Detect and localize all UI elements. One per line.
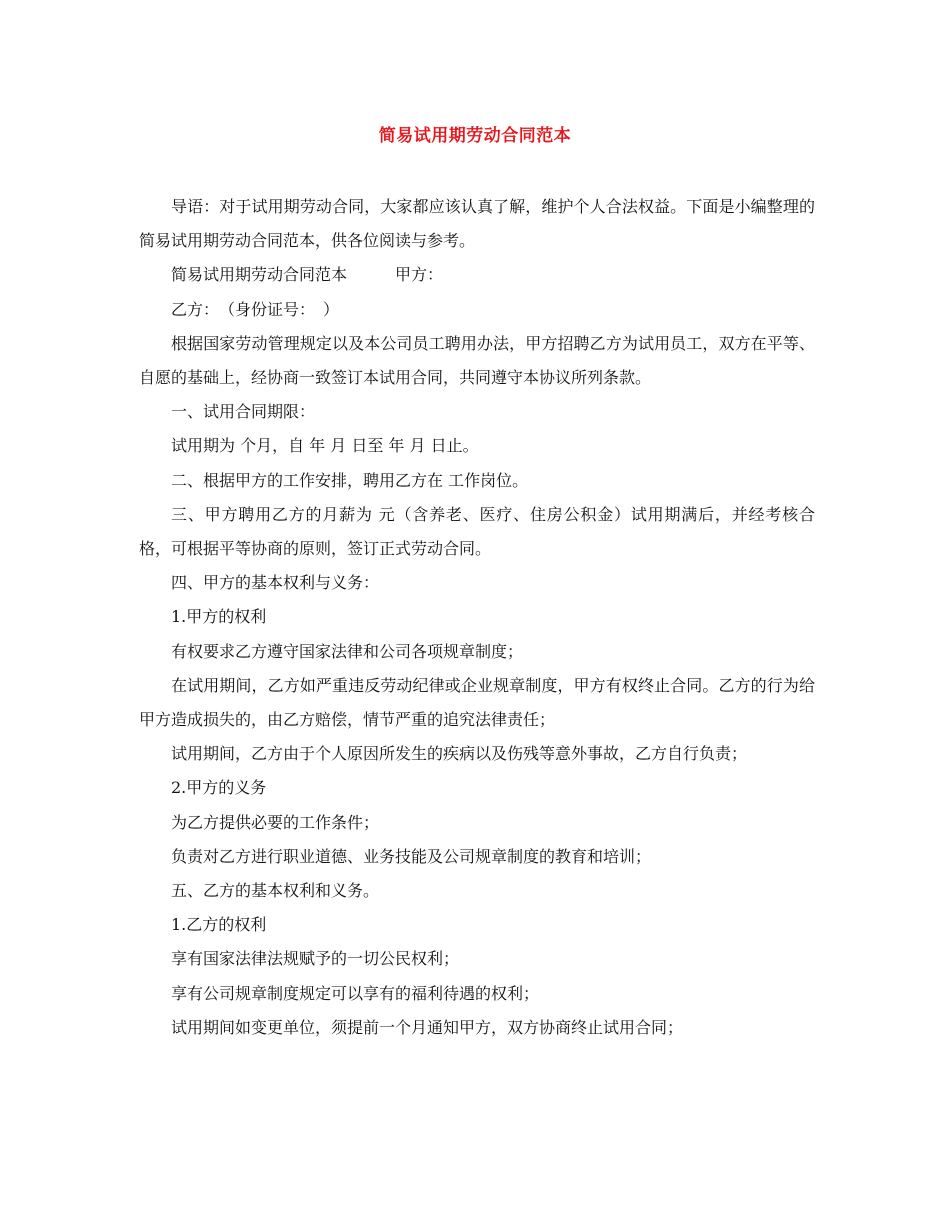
party-a-duty-item: 为乙方提供必要的工作条件； — [171, 812, 380, 832]
contract-heading-line — [139, 258, 815, 292]
party-b-rights-heading: 1.乙方的权利 — [171, 915, 267, 935]
party-a-duty-item: 负责对乙方进行职业道德、业务技能及公司规章制度的教育和培训； — [171, 846, 652, 866]
section-3-paragraph: 三、甲方聘用乙方的月薪为 元（含养老、医疗、住房公积金）试用期满后，并经考核合格，可根据平等协商的原则，签订正式劳动合同。 — [139, 504, 815, 559]
preamble-paragraph: 根据国家劳动管理规定以及本公司员工聘用办法，甲方招聘乙方为试用员工，双方在平等、自愿的基础上，经协商一致签订本试用合同，共同遵守本协议所列条款。 — [139, 333, 815, 388]
document-title: 简易试用期劳动合同范本 — [378, 126, 572, 146]
party-a-duties-heading: 2.甲方的义务 — [171, 778, 267, 798]
party-a-rights-heading: 1.甲方的权利 — [171, 607, 267, 627]
party-a-label: 甲方： — [395, 265, 444, 285]
party-a-right-item: 有权要求乙方遵守国家法律和公司各项规章制度； — [171, 641, 524, 661]
intro-paragraph: 导语：对于试用期劳动合同，大家都应该认真了解，维护个人合法权益。下面是小编整理的简易试用期劳动合同范本，供各位阅读与参考。 — [139, 197, 815, 251]
party-b-right-item: 试用期间如变更单位，须提前一个月通知甲方，双方协商终止试用合同； — [171, 1017, 684, 1037]
party-b-line: 乙方： （身份证号： ） — [171, 299, 340, 319]
section-1-heading: 一、试用合同期限： — [171, 402, 316, 422]
section-4-heading: 四、甲方的基本权利与义务： — [171, 573, 380, 593]
party-b-right-item: 享有国家法律法规赋予的一切公民权利； — [171, 949, 460, 969]
section-5-heading: 五、乙方的基本权利和义务。 — [171, 881, 380, 901]
contract-name: 简易试用期劳动合同范本 — [171, 265, 348, 285]
party-b-right-item: 享有公司规章制度规定可以享有的福利待遇的权利； — [171, 983, 540, 1003]
party-a-right-item: 在试用期间，乙方如严重违反劳动纪律或企业规章制度，甲方有权终止合同。乙方的行为给甲方造成损失的，由乙方赔偿，情节严重的追究法律责任； — [139, 675, 815, 730]
party-a-right-item: 试用期间，乙方由于个人原因所发生的疾病以及伤残等意外事故，乙方自行负责； — [171, 744, 748, 764]
section-2-paragraph: 二、根据甲方的工作安排，聘用乙方在 工作岗位。 — [171, 470, 529, 490]
document-body — [139, 190, 815, 1045]
probation-period-line: 试用期为 个月，自 年 月 日至 年 月 日止。 — [171, 436, 479, 456]
